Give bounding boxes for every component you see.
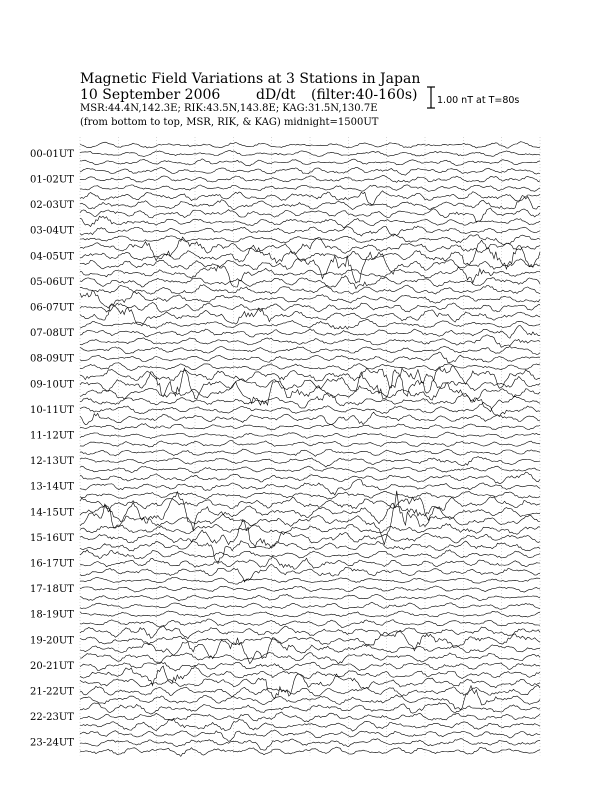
hour-label-group (30, 149, 74, 749)
trace-rik-06-07ut (80, 303, 540, 313)
trace-kag-00-01ut (80, 142, 540, 148)
trace-kag-05-06ut (80, 265, 540, 287)
hour-label: 04-05UT (30, 251, 74, 263)
hour-label: 18-19UT (30, 609, 74, 621)
trace-msr-16-17ut (80, 565, 540, 582)
trace-kag-01-02ut (80, 167, 540, 175)
hour-label: 05-06UT (30, 276, 74, 288)
trace-kag-11-12ut (80, 424, 540, 430)
trace-kag-15-16ut (80, 524, 540, 535)
hour-label: 09-10UT (30, 379, 74, 391)
hour-label: 22-23UT (30, 712, 74, 724)
hour-label: 17-18UT (30, 584, 74, 596)
hour-label: 03-04UT (30, 225, 74, 237)
hour-label: 08-09UT (30, 353, 74, 365)
hour-label: 16-17UT (30, 558, 74, 570)
scale-bar-label: 1.00 nT at T=80s (437, 95, 520, 106)
trace-msr-05-06ut (80, 285, 540, 295)
scale-bar (427, 87, 435, 108)
hour-label: 15-16UT (30, 532, 74, 544)
trace-rik-13-14ut (80, 479, 540, 495)
hour-label: 06-07UT (30, 302, 74, 314)
hour-label: 10-11UT (30, 404, 74, 416)
hour-label: 14-15UT (30, 507, 74, 519)
hour-label: 23-24UT (30, 737, 74, 749)
hour-label: 20-21UT (30, 660, 74, 672)
station-coordinates: MSR:44.4N,142.3E; RIK:43.5N,143.8E; KAG:31.5N,130.7E (80, 103, 378, 114)
hour-label: 11-12UT (30, 430, 74, 442)
trace-rik-16-17ut (80, 556, 540, 569)
trace-msr-13-14ut (80, 491, 540, 499)
hour-label: 02-03UT (30, 200, 74, 212)
hour-label: 01-02UT (30, 174, 74, 186)
trace-rik-20-21ut (80, 662, 540, 671)
hour-label: 21-22UT (30, 686, 74, 698)
chart-title: Magnetic Field Variations at 3 Stations in Japan (80, 71, 421, 87)
trace-msr-08-09ut (80, 363, 540, 371)
filter-label: (filter:40-160s) (311, 87, 418, 103)
component-label: dD/dt (256, 87, 296, 103)
hour-label: 07-08UT (30, 328, 74, 340)
hour-label: 12-13UT (30, 456, 74, 468)
hour-label: 00-01UT (30, 148, 74, 160)
hour-label: 19-20UT (30, 635, 74, 647)
chart-date: 10 September 2006 (80, 87, 221, 103)
trace-msr-07-08ut (80, 335, 540, 347)
trace-rik-17-18ut (80, 586, 540, 592)
hour-label: 13-14UT (30, 481, 74, 493)
stacking-order-note: (from bottom to top, MSR, RIK, & KAG) midnight=1500UT (80, 117, 379, 128)
